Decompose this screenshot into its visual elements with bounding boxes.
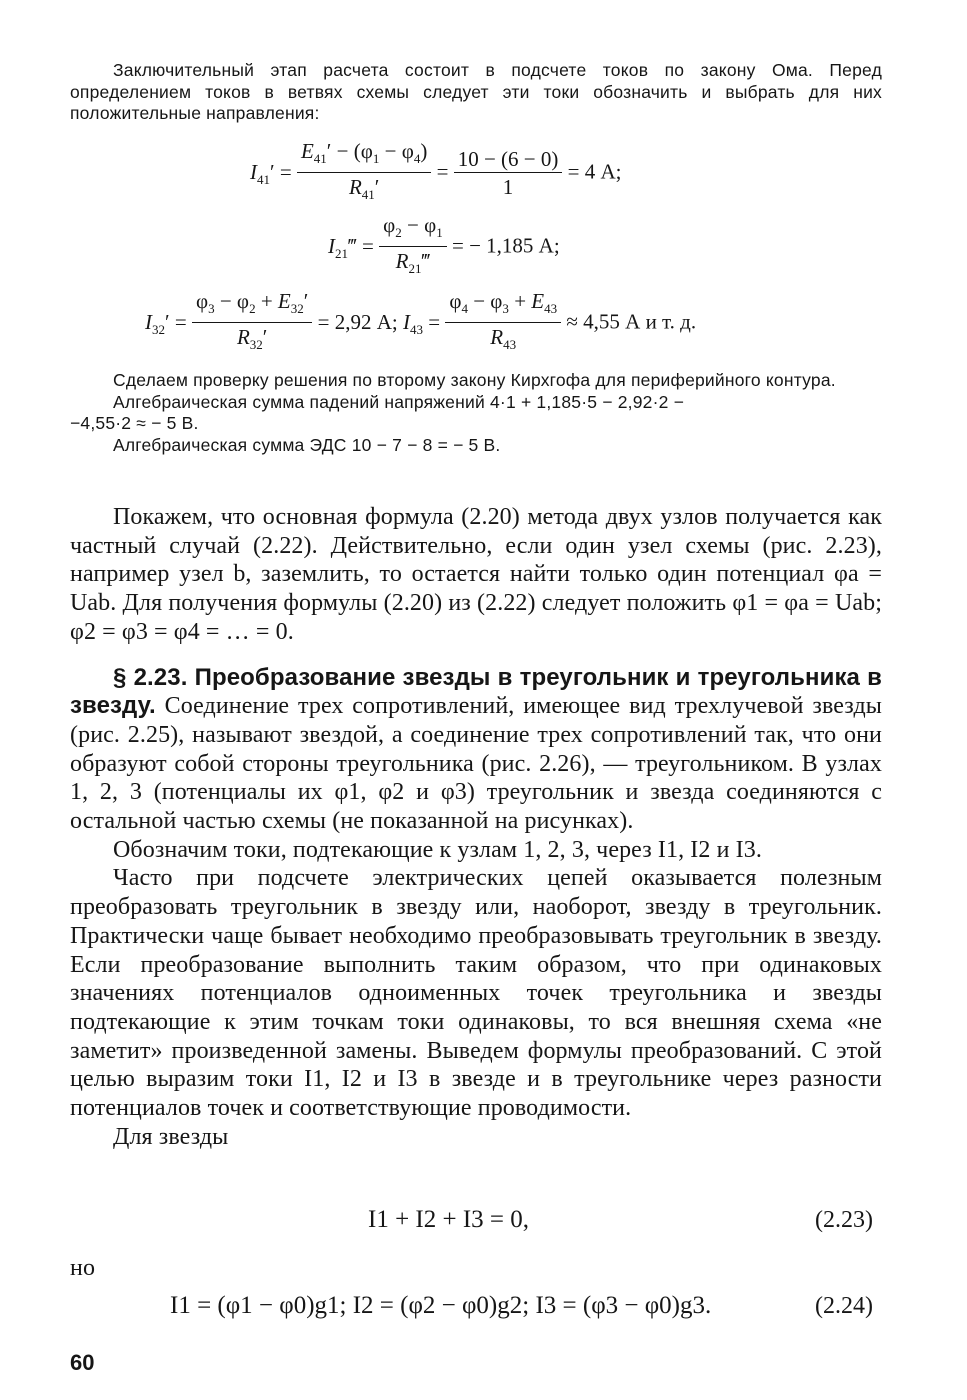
paragraph-for-star: Для звезды — [113, 1123, 229, 1150]
section-paragraph-text: Соединение трех сопротивлений, имеющее вид трехлучевой звезды (рис. 2.25), называют звездой, а соединение трех сопротивлений так, что они образуют собой стороны треугольника (рис. 2.26), — треугольником. В узлах 1, 2, 3 (потенциалы их φ1, φ2 и φ3) треугольник и звезда соединяются с остальной частью схемы (не показанной на рисунках). — [70, 693, 882, 835]
word-but: но — [70, 1255, 96, 1281]
paragraph-transformation: Часто при подсчете электрических цепей оказывается полезным преобразовать треугольник в звезду или, наоборот, звезду в треугольник. Практически чаще бывает необходимо преобразовывать треугольник в звезду. Если преобразование выполнить таким образом, что при одинаковых значениях потенциалов одноименных точек треугольника и звезды подтекающие к этим точкам токи одинаковы, то вся внешняя схема «не заметит» произведенной замены. Выведем формулы преобразований. С этой целью выразим токи I1, I2 и I3 в звезде и в треугольнике через разности потенциалов точек и соответствующие проводимости. — [70, 865, 882, 1122]
intro-paragraph: Заключительный этап расчета состоит в подсчете токов по закону Ома. Перед определением токов в ветвях схемы следует эти токи обозначить и выбрать для них положительные направления: — [70, 60, 882, 123]
eq1-result: = 4 А; — [567, 159, 622, 184]
equation-i41: $I_{41}'$ = $\frac{E_{41}' - (\varphi_1 - \varphi_4)}{R_{41}'}$ = $\frac{10 - (6 - 0)}{1}$ = 4 А; — [250, 139, 622, 203]
formula-2-24: I1 = (φ1 − φ0)g1; I2 = (φ2 − φ0)g2; I3 = (φ3 − φ0)g3. — [170, 1292, 712, 1319]
page-number: 60 — [70, 1350, 95, 1375]
equation-i32-i43: $I_{32}'$ = $\frac{\varphi_3 - \varphi_2 + E_{32}'}{R_{32}'}$ = 2,92 А; $I_{43}$ = $\frac{\varphi_4 - \varphi_3 + E_{43}}{R_{43}}$ ≈ 4,55 А и т. д. — [145, 289, 697, 353]
eq1-numeric-numerator: 10 − (6 − 0) — [454, 146, 563, 173]
check-paragraph-2b: −4,55·2 ≈ − 5 В. — [70, 413, 199, 433]
main-text-block — [70, 503, 882, 1151]
formula-2-23: I1 + I2 + I3 = 0, — [368, 1206, 530, 1233]
equation-number-2-23: (2.23) — [815, 1207, 873, 1233]
paragraph-two-node-method: Покажем, что основная формула (2.20) метода двух узлов получается как частный случай (2.22). Действительно, если один узел схемы (рис. 2.23), например узел b, заземлить, то остается найти только один потенциал φa = Uab. Для получения формулы (2.20) из (2.22) следует положить φ1 = φa = Uab; φ2 = φ3 = φ4 = … = 0. — [70, 504, 882, 645]
check-paragraph-1: Сделаем проверку решения по второму закону Кирхгофа для периферийного контура. — [113, 370, 836, 390]
check-paragraph-3: Алгебраическая сумма ЭДС 10 − 7 − 8 = − 5 В. — [113, 434, 501, 455]
equation-number-2-24: (2.24) — [815, 1293, 873, 1319]
intro-text-block — [70, 60, 882, 125]
check-text-block — [70, 370, 882, 456]
section-paragraph — [70, 664, 882, 836]
paragraph-currents: Обозначим токи, подтекающие к узлам 1, 2, 3, через I1, I2 и I3. — [113, 836, 762, 863]
section-title: § 2.23. Преобразование звезды в треугольник и треугольника в звезду. — [70, 663, 882, 720]
eq3-result: ≈ 4,55 А и т. д. — [566, 309, 697, 334]
eq1-numeric-denominator: 1 — [502, 175, 514, 200]
equation-i21: $I_{21}‴$ = $\frac{\varphi_2 - \varphi_1}{R_{21}‴}$ = − 1,185 А; — [328, 213, 560, 277]
check-paragraph-2a: Алгебраическая сумма падений напряжений 4·1 + 1,185·5 − 2,92·2 − — [113, 391, 685, 412]
eq2-result: = − 1,185 А; — [451, 233, 560, 258]
